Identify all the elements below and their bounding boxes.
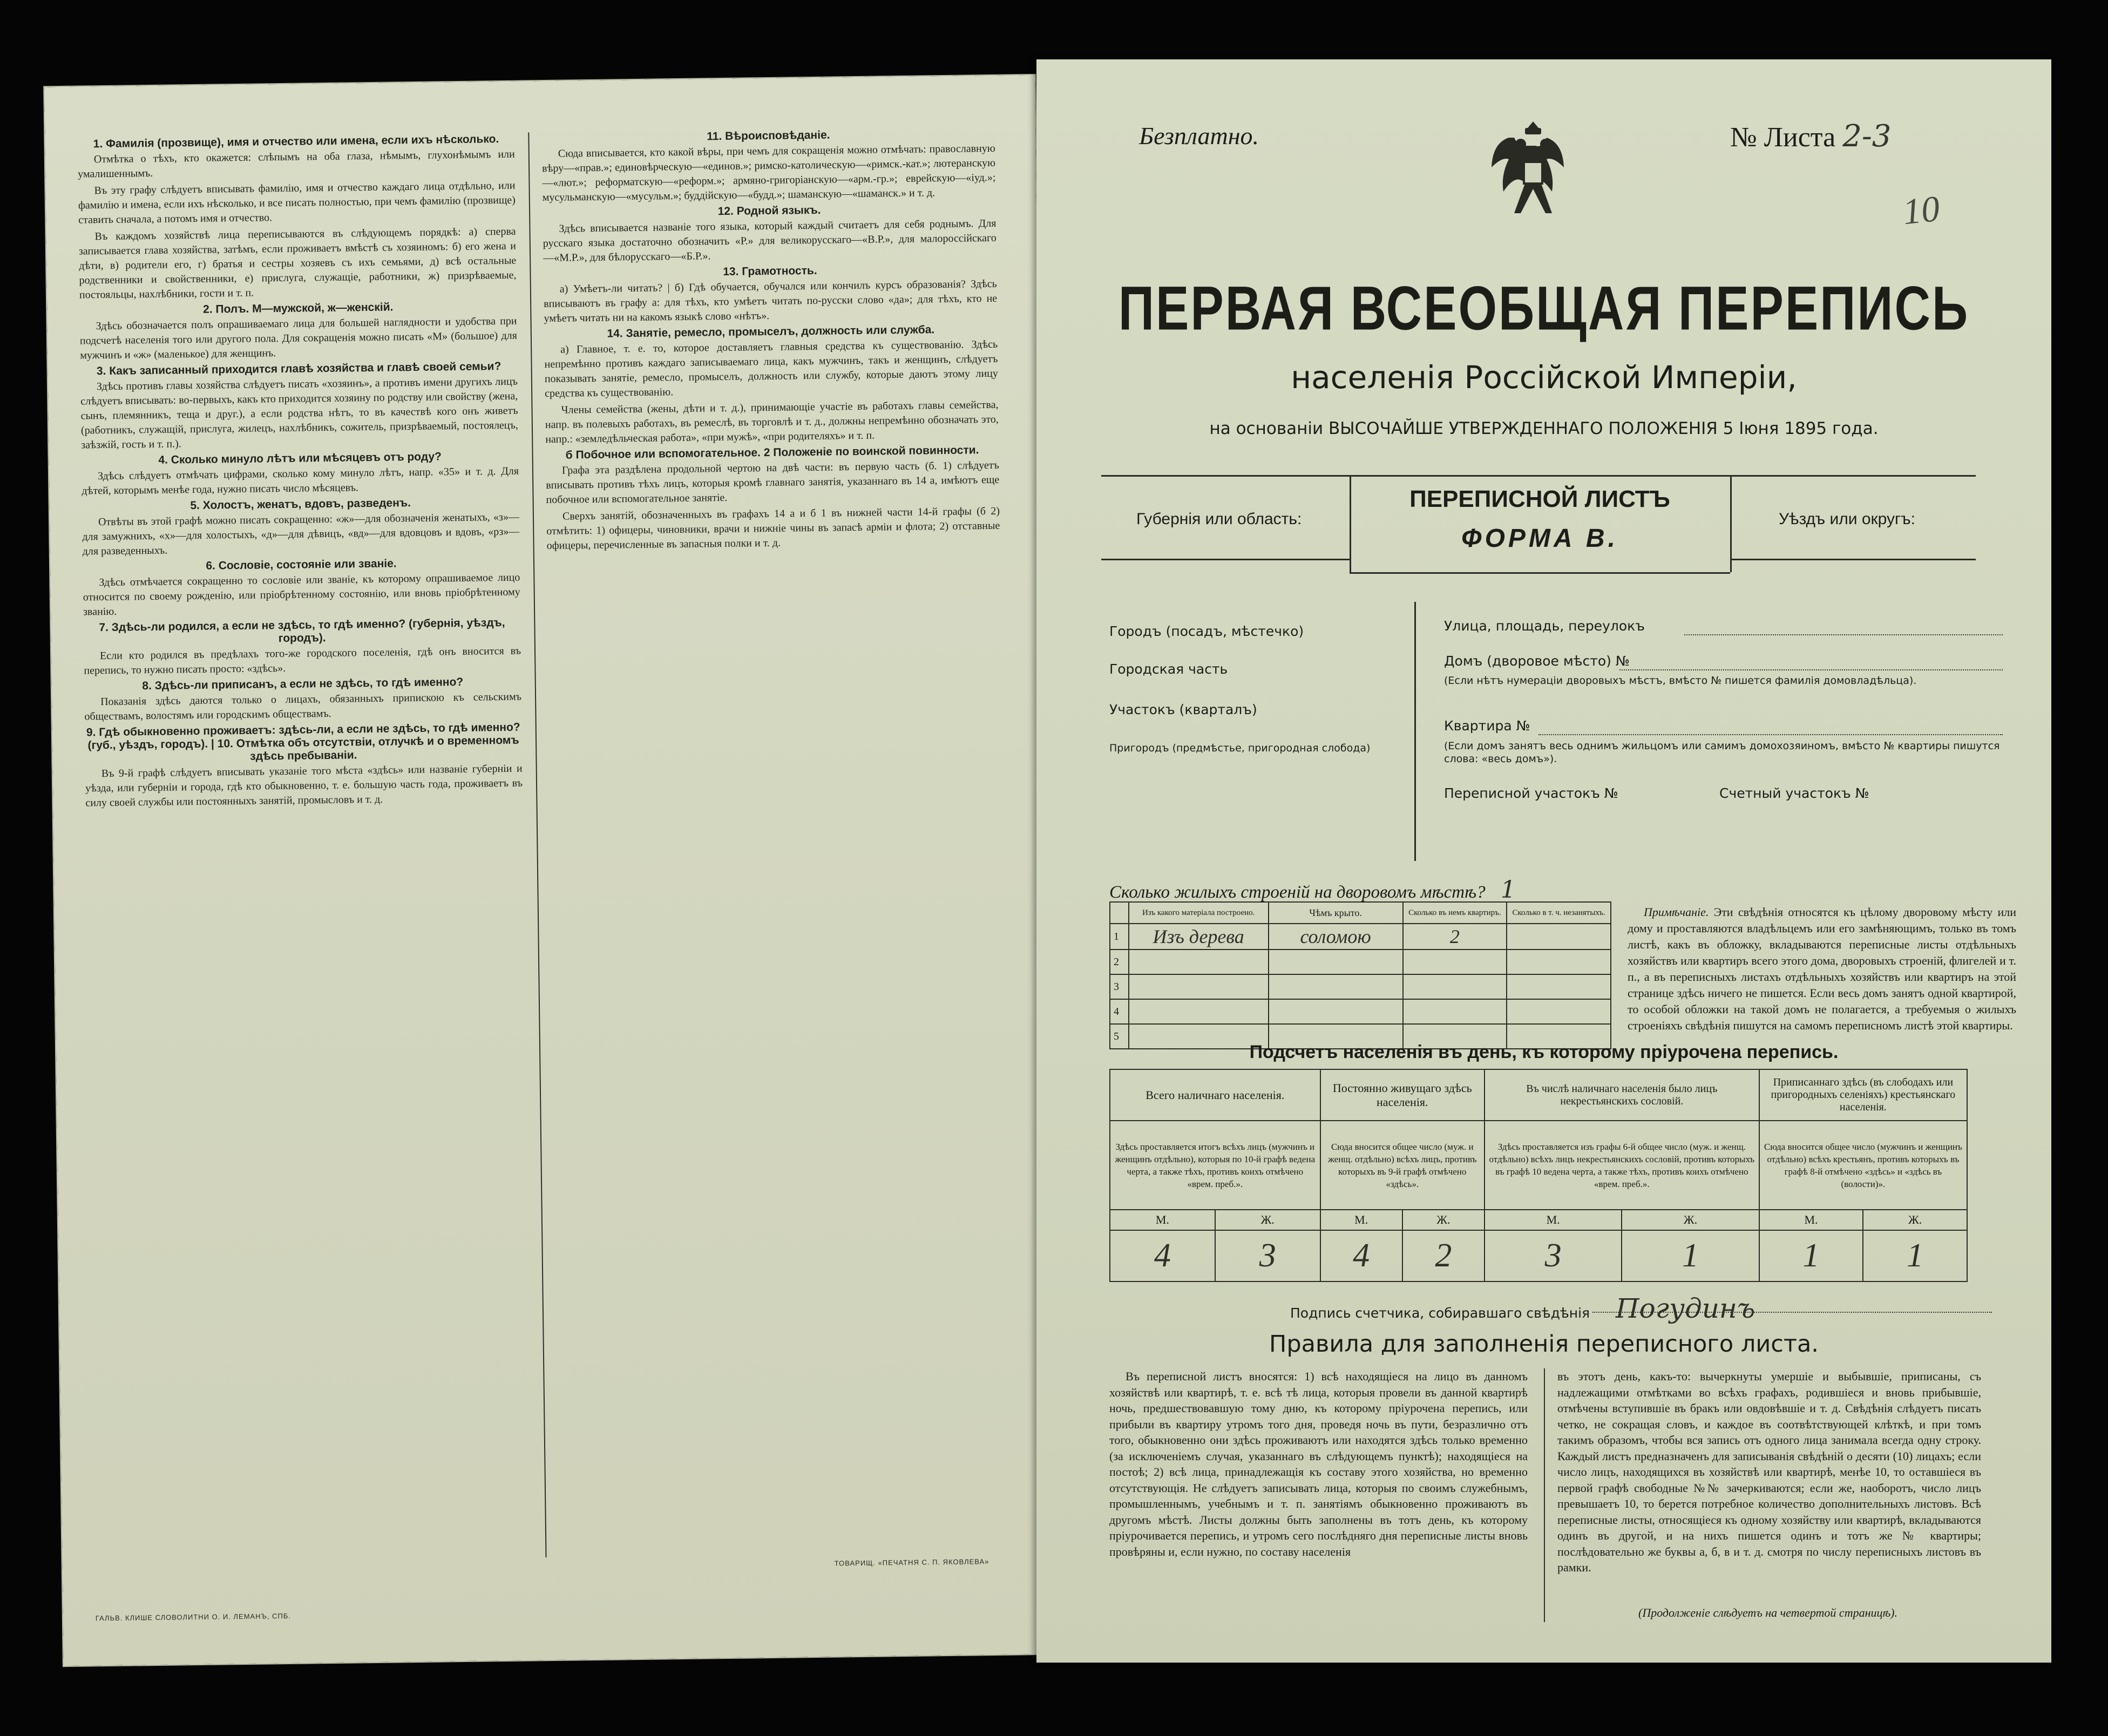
bldg-cell-vacant xyxy=(1507,999,1611,1024)
population-value: 3 xyxy=(1485,1230,1622,1281)
population-value: 1 xyxy=(1863,1230,1967,1281)
instruction-paragraph: Если кто родился въ предѣлахъ того-же городского поселенія, гдѣ онъ вносится въ перепись, то нужно писать просто: «здѣсь». xyxy=(84,645,521,677)
signature-row xyxy=(1290,1293,1755,1324)
bldg-cell-n: 3 xyxy=(1110,974,1129,999)
rules-text-right: въ этотъ день, какъ-то: вычеркнуты умершіе и выбывшіе, приписаны, съ надлежащими отмѣтками во всѣхъ графахъ, родившіеся и вновь прибывшіе, отмѣчены вступившіе въ бракъ или овдовѣвшіе и т. д. Свѣдѣнія слѣдуетъ писать четко, не сокращая словъ, и каждое въ соотвѣтствующей клѣткѣ, и при томъ такимъ образомъ, чтобы вся запись отъ одного лица занимала всегда одну строку. Каждый листъ предназначенъ для записыванія свѣдѣній о десяти (10) лицахъ; если число лицъ, находящихся въ хозяйствѣ или квартирѣ, менѣе 10, то оставшіеся въ первой графѣ свободные №№ зачеркиваются; если же, наоборотъ, число лицъ превышаетъ 10, то берется потребное количество дополнительныхъ листовъ. Всѣ переписные листы, относящіеся къ одному хозяйству или квартирѣ, вкладываются одинъ въ другой, и на нихъ пишется одинъ и тотъ же № квартиры; послѣдовательно же буквы а, б, в и т. д. смотря по числу переписныхъ листовъ въ рамки. xyxy=(1557,1369,1981,1574)
rules-divider xyxy=(1544,1368,1545,1622)
instruction-heading: 13. Грамотность. xyxy=(723,264,817,278)
instruction-heading: 7. Здѣсь-ли родился, а если не здѣсь, то гдѣ именно? (губернія, уѣздъ, городъ). xyxy=(99,616,505,645)
instruction-paragraph: Въ каждомъ хозяйствѣ лица переписываются въ слѣдующемъ порядкѣ: а) сперва записывается глава хозяйства, затѣмъ, если проживаетъ вмѣстѣ съ хозяиномъ: б) его жена и дѣти, в) родители его, г) братья и сестры хозяевъ съ ихъ семьями, д) всѣ остальные родственники и свойственники, е) прислуга, служащіе, работники, ж) призрѣваемые, постояльцы, нахлѣбники, гости и т. п. xyxy=(78,225,517,301)
population-value: 1 xyxy=(1622,1230,1759,1281)
instruction-heading: 2. Полъ. М—мужской, ж—женскій. xyxy=(202,301,394,316)
form-title: ПЕРЕПИСНОЙ ЛИСТЪ xyxy=(1409,486,1670,512)
pop-desc-present: Здѣсь проставляется итогъ всѣхъ лицъ (мужчинъ и женщинъ отдѣльно), которыя по 10-й графѣ ведена черта, а также тѣхъ, противъ коихъ отмѣчено «врем. преб.». xyxy=(1110,1121,1320,1210)
rules-title: Правила для заполненія переписного листа. xyxy=(1269,1331,1819,1358)
instruction-paragraph: Отвѣты въ этой графѣ можно писать сокращенно: «ж»—для обозначенія женатыхъ, «з»—для замужнихъ, «х»—для холостыхъ, «д»—для дѣвицъ, «вд»—для вдовцовъ и вдовъ, «рз»—для разведенныхъ. xyxy=(82,511,520,558)
pop-col-peasant: Приписаннаго здѣсь (въ слободахъ или пригородныхъ селеніяхъ) крестьянскаго населенія. xyxy=(1759,1069,1967,1121)
bldg-cell-material xyxy=(1129,974,1269,999)
bldg-cell-roof xyxy=(1269,974,1403,999)
rules-text-left: Въ переписной листъ вносятся: 1) всѣ находящіеся на лицо въ данномъ хозяйствѣ или квартирѣ, т. е. всѣ тѣ лица, которыя провели въ данной квартирѣ ночь, предшествовавшую тому дню, къ которому пріурочена перепись, или прибыли въ квартиру утромъ того дня, проведя ночь въ пути, безразлично отъ того, обыкновенно они здѣсь проживаютъ или находятся здѣсь только временно (за исключеніемъ случая, указаннаго въ слѣдующемъ пунктѣ); находящіеся на постоѣ; 2) всѣ лица, принадлежащія къ составу этого хозяйства, но временно отсутствующія. Не слѣдуетъ записывать лица, которыя по своимъ служебнымъ, промышленнымъ, учебнымъ и т. п. занятіямъ обыкновенно проживаютъ въ другомъ мѣстѣ. Листы должны быть заполнены въ тотъ день, къ которому пріурочивается перепись, и утромъ сего послѣдняго дня переписные листы вновь провѣряны и, если нужно, по составу населенія xyxy=(1109,1369,1528,1558)
instruction-heading: б Побочное или вспомогательное. 2 Положеніе по воинской повинности. xyxy=(565,444,979,462)
form-header-box xyxy=(1101,475,1976,602)
signature-label: Подпись счетчика, собиравшаго свѣдѣнія xyxy=(1290,1305,1590,1321)
instruction-paragraph: а) Главное, т. е. то, которое доставляетъ главныя средства къ существованію. Здѣсь непремѣнно противъ каждаго записываемаго лица, какъ мужчинъ, такъ и женщинъ, слѣдуетъ показывать занятіе, ремесло, промыселъ, должность или службу, которые даютъ этому лицу средства къ существованію. xyxy=(544,338,998,400)
sheet-number-handwritten: 2-3 xyxy=(1842,119,1892,154)
bldg-cell-material xyxy=(1129,999,1269,1024)
male-label: М. xyxy=(1320,1210,1402,1230)
population-value: 4 xyxy=(1320,1230,1402,1281)
instruction-paragraph: Здѣсь противъ главы хозяйства слѣдуетъ писать «хозяинъ», а противъ имени другихъ лицъ слѣдуетъ вписывать: во-первыхъ, какъ кто приходится хозяину по родству или свойству (жена, сынъ, племянникъ, теща и друг.), а если родства нѣтъ, то въ качествѣ кого онъ живетъ (работникъ, служащій, прислуга, жилецъ, нахлѣбникъ, сожитель, призрѣваемый, постоялецъ, заѣзжій, гость и т. п.). xyxy=(80,375,519,451)
instruction-paragraph: Въ эту графу слѣдуетъ вписывать фамилію, имя и отчество каждаго лица отдѣльно, или фамилію и имена, если ихъ нѣсколько, и все писать полностью, при чемъ фамилію (прозвище) ставить сначала, а потомъ имя и отчество. xyxy=(78,179,516,226)
instruction-paragraph: Сюда вписывается, кто какой вѣры, при чемъ для сокращенія можно отмѣчать: православную вѣру—«прав.»; единовѣрческую—«единов.»; римско-католическую—«римск.-кат.»; лютеранскую—«лют.»; реформатскую—«реформ.»; армяно-григоріанскую—«арм.-гр.»; еврейскую—«іуд.»; мусульманскую—«мусульм.»; буддійскую—«будд.»; шаманскую—«шаманск.» и т. д. xyxy=(541,142,996,204)
buildings-question-text: Сколько жилыхъ строеній на дворовомъ мѣстѣ? xyxy=(1109,883,1486,902)
instruction-heading: 5. Холостъ, женатъ, вдовъ, разведенъ. xyxy=(190,497,411,512)
bldg-cell-material: Изъ дерева xyxy=(1129,924,1269,950)
printer-imprint-left: ГАЛЬВ. КЛИШЕ СЛОВОЛИТНИ О. И. ЛЕМАНЪ, СПБ. xyxy=(95,1611,292,1623)
field-ward: Участокъ (кварталъ) xyxy=(1109,702,1257,717)
population-value: 4 xyxy=(1110,1230,1215,1281)
pop-desc-peasant: Сюда вносится общее число (мужчинъ и женщинъ отдѣльно) всѣхъ крестьянъ, противъ которыхъ въ графѣ 8-й отмѣчено «здѣсь» и «здѣсь въ (волости)». xyxy=(1759,1121,1967,1210)
instruction-heading: 6. Сословіе, состояніе или званіе. xyxy=(206,557,397,572)
population-table xyxy=(1109,1069,1968,1282)
instruction-heading: 14. Занятіе, ремесло, промыселъ, должность или служба. xyxy=(607,323,935,340)
population-value: 1 xyxy=(1759,1230,1863,1281)
note-text: Эти свѣдѣнія относятся къ цѣлому дворовому мѣсту или дому и проставляются владѣльцемъ или его замѣняющимъ, только въ томъ листѣ, какъ въ обложку, вкладываются переписные листы отдѣльныхъ хозяйствъ или квартиръ всего этого дома, дворовыхъ строеній, флигелей и т. п., а въ переписныхъ листахъ отдѣльныхъ хозяйствъ или квартиръ на этой странице здѣсь ничего не пишется. Если весь домъ занятъ одной квартирой, то особой обложки на такой домъ не полагается, а требуемыя о жилыхъ строеніяхъ свѣдѣнія пишутся на самомъ переписномъ листѣ этой квартиры. xyxy=(1628,905,2016,1032)
free-label: Безплатно. xyxy=(1139,122,1259,150)
field-street: Улица, площадь, переулокъ xyxy=(1444,618,1645,634)
instructions-column-2 xyxy=(541,127,1012,1563)
bldg-cell-roof: соломою xyxy=(1269,924,1403,950)
bldg-cell-n: 2 xyxy=(1110,950,1129,974)
buildings-table xyxy=(1109,901,1611,1049)
instruction-heading: 12. Родной языкъ. xyxy=(717,204,821,218)
instruction-heading: 8. Здѣсь-ли приписанъ, а если не здѣсь, то гдѣ именно? xyxy=(142,675,464,693)
district-label: Уѣздъ или округъ: xyxy=(1779,510,1916,528)
instruction-paragraph: Здѣсь вписывается названіе того языка, который каждый считаетъ для себя роднымъ. Для русскаго языка достаточно обозначить «Р.» для великорусскаго—«В.Р.», для малороссійскаго—«М.Р.», для бѣлорусскаго—«Б.Р.». xyxy=(543,217,997,265)
field-suburb: Пригородъ (предмѣстье, пригородная слобода) xyxy=(1109,742,1371,754)
bldg-cell-vacant xyxy=(1507,924,1611,950)
bldg-cell-apartments xyxy=(1403,974,1507,999)
province-label: Губернія или область: xyxy=(1136,510,1302,528)
form-subtitle: ФОРМА В. xyxy=(1461,524,1618,553)
handwritten-page-mark: 10 xyxy=(1901,187,1942,233)
bldg-cell-roof xyxy=(1269,999,1403,1024)
field-apartment-note: (Если домъ занятъ весь однимъ жильцомъ или самимъ домохозяиномъ, вмѣсто № квартиры пишутся слова: «весь домъ»). xyxy=(1444,740,2000,765)
field-house-note: (Если нѣтъ нумераціи дворовыхъ мѣстъ, вмѣсто № пишется фамилія домовладѣльца). xyxy=(1444,675,1917,687)
left-page xyxy=(44,75,1054,1666)
bldg-cell-n: 4 xyxy=(1110,999,1129,1024)
instruction-paragraph: Члены семейства (жены, дѣти и т. д.), принимающіе участіе въ работахъ главы семейства, напр. въ полевыхъ работахъ, въ ремеслѣ, въ торговлѣ и т. д., должны непремѣнно обозначать это, напр.: «земледѣльческая работа», «при мужѣ», «при родителяхъ» и т. п. xyxy=(545,398,999,446)
bldg-cell-apartments: 2 xyxy=(1403,924,1507,950)
population-value: 3 xyxy=(1215,1230,1320,1281)
instruction-paragraph: Отмѣтка о тѣхъ, кто окажется: слѣпымъ на оба глаза, нѣмымъ, глухонѣмымъ или умалишеннымъ. xyxy=(78,148,515,180)
pop-col-present: Всего наличнаго населенія. xyxy=(1110,1069,1320,1121)
census-title: ПЕРВАЯ ВСЕОБЩАЯ ПЕРЕПИСЬ xyxy=(1118,274,1970,343)
female-label: Ж. xyxy=(1863,1210,1967,1230)
female-label: Ж. xyxy=(1215,1210,1320,1230)
table-row xyxy=(1110,974,1611,999)
census-subtitle: населенія Россійской Имперіи, xyxy=(1291,359,1797,396)
field-house: Домъ (дворовое мѣсто) № xyxy=(1444,653,1630,669)
male-label: М. xyxy=(1759,1210,1863,1230)
bldg-cell-n: 1 xyxy=(1110,924,1129,950)
table-row xyxy=(1110,999,1611,1024)
pop-desc-non-peasant: Здѣсь проставляется изъ графы 6-й общее число (муж. и женщ. отдѣльно) всѣхъ лицъ некрестьянскихъ сословій, противъ которыхъ въ графѣ 10 ведена черта, а также тѣхъ, противъ коихъ отмѣчено «врем. преб.». xyxy=(1485,1121,1759,1210)
sheet-number-label: № Листа xyxy=(1730,122,1836,153)
bldg-cell-apartments xyxy=(1403,999,1507,1024)
bldg-col-roof: Чѣмъ крыто. xyxy=(1269,902,1403,924)
instruction-paragraph: Здѣсь обозначается полъ опрашиваемаго лица для большей наглядности и удобства при подсчетѣ населенія того или другого пола. Для сокращенія можно писать «М» (большое) для мужчинъ и «ж» (маленькое) для женщинъ. xyxy=(79,315,518,362)
bldg-col-apartments: Сколько въ немъ квартиръ. xyxy=(1403,902,1507,924)
imperial-eagle-icon xyxy=(1487,116,1579,227)
field-census-district: Переписной участокъ № xyxy=(1444,785,1618,801)
buildings-answer: 1 xyxy=(1500,876,1516,904)
continued-note: (Продолженіе слѣдуетъ на четвертой страницѣ). xyxy=(1638,1606,1897,1619)
note-box xyxy=(1628,904,2016,1034)
bldg-cell-apartments xyxy=(1403,950,1507,974)
pop-desc-resident: Сюда вносится общее число (муж. и женщ. отдѣльно) всѣхъ лицъ, противъ которыхъ въ 9-й графѣ отмѣчено «здѣсь». xyxy=(1320,1121,1485,1210)
signature-handwritten: Погудинъ xyxy=(1616,1293,1755,1324)
instruction-heading: 1. Фамилія (прозвище), имя и отчество или имена, если ихъ нѣсколько. xyxy=(93,133,499,151)
instruction-paragraph: а) Умѣетъ-ли читать? | б) Гдѣ обучается, обучался или кончилъ курсъ образованія? Здѣсь вписываютъ въ графу а: для тѣхъ, кто умѣетъ читать по-русски слово «да»; для тѣхъ, кто не умѣетъ читать ни на какомъ языкѣ слово «нѣтъ». xyxy=(544,277,998,325)
field-city-part: Городская часть xyxy=(1109,661,1228,677)
female-label: Ж. xyxy=(1622,1210,1759,1230)
buildings-question xyxy=(1109,876,1516,904)
instruction-paragraph: Здѣсь отмѣчается сокращенно то сословіе или званіе, къ которому опрашиваемое лицо относится по своему рожденію, или пріобрѣтенному состоянію, или вновь пріобрѣтенному званію. xyxy=(83,571,520,618)
table-row xyxy=(1110,950,1611,974)
population-value: 2 xyxy=(1402,1230,1485,1281)
male-label: М. xyxy=(1485,1210,1622,1230)
instructions-column-1 xyxy=(77,133,532,1569)
bldg-cell-roof xyxy=(1269,950,1403,974)
sheet-number xyxy=(1730,119,1891,154)
table-row xyxy=(1110,924,1611,950)
field-counting-district: Счетный участокъ № xyxy=(1719,785,1869,801)
bldg-cell-vacant xyxy=(1507,950,1611,974)
instruction-heading: 9. Гдѣ обыкновенно проживаетъ: здѣсь-ли, а если не здѣсь, то гдѣ именно? (губ., уѣздъ, городъ). | 10. Отмѣтка объ отсутствіи, отлучкѣ и о временномъ здѣсь пребываніи. xyxy=(86,721,520,763)
pop-col-resident: Постоянно живущаго здѣсь населенія. xyxy=(1320,1069,1485,1121)
bldg-col-vacant: Сколько в т. ч. незанятыхъ. xyxy=(1507,902,1611,924)
field-city: Городъ (посадъ, мѣстечко) xyxy=(1109,623,1304,639)
field-apartment: Квартира № xyxy=(1444,718,1530,734)
population-title: Подсчетъ населенія въ день, къ которому пріурочена перепись. xyxy=(1249,1042,1839,1062)
instruction-paragraph: Графа эта раздѣлена продольной чертою на двѣ части: въ первую часть (б. 1) слѣдуетъ вписывать противъ тѣхъ лицъ, которыя кромѣ главнаго занятія, указаннаго въ 14 а, имѣютъ еще побочное или вспомогательное занятіе. xyxy=(546,459,1000,506)
instruction-heading: 11. Вѣроисповѣданіе. xyxy=(707,128,830,143)
instruction-paragraph: Показанія здѣсь даются только о лицахъ, обязанныхъ припискою къ сельскимъ обществамъ, волостямъ или городскимъ обществамъ. xyxy=(84,690,522,723)
bldg-cell-n: 5 xyxy=(1110,1024,1129,1049)
female-label: Ж. xyxy=(1402,1210,1485,1230)
instruction-paragraph: Здѣсь слѣдуетъ отмѣчать цифрами, сколько кому минуло лѣтъ, напр. «35» и т. д. Для дѣтей, которымъ менѣе года, нужно писать число мѣсяцевъ. xyxy=(82,465,519,497)
address-divider xyxy=(1414,602,1416,861)
census-basis: на основаніи ВЫСОЧАЙШЕ УТВЕРЖДЕННАГО ПОЛОЖЕНІЯ 5 Іюня 1895 года. xyxy=(1209,419,1879,438)
printer-imprint-right: ТОВАРИЩ. «ПЕЧАТНЯ С. П. ЯКОВЛЕВА» xyxy=(834,1557,989,1568)
note-title: Примѣчаніе. xyxy=(1644,905,1709,919)
right-page xyxy=(1036,59,2051,1663)
instruction-paragraph: Въ 9-й графѣ слѣдуетъ вписывать указаніе того мѣста «здѣсь» или названіе губерніи и уѣзда, или губерніи и города, гдѣ кто обыкновенно, т. е. большую часть года, проживаетъ въ силу своей службы или постоянныхъ занятій, промысловъ и т. д. xyxy=(85,762,523,809)
bldg-cell-material xyxy=(1129,950,1269,974)
instruction-paragraph: Сверхъ занятій, обозначенныхъ въ графахъ 14 а и б 1 въ нижней части 14-й графы (б 2) отмѣтить: 1) офицеры, чиновники, врачи и нижніе чины въ запасѣ арміи и флота; 2) отставные офицеры, перечисленные въ запасныя полки и т. д. xyxy=(546,505,1000,552)
bldg-col-material: Изъ какого матеріала построено. xyxy=(1129,902,1269,924)
male-label: М. xyxy=(1110,1210,1215,1230)
bldg-cell-vacant xyxy=(1507,974,1611,999)
pop-col-non-peasant: Въ числѣ наличнаго населенія было лицъ некрестьянскихъ сословій. xyxy=(1485,1069,1759,1121)
instruction-heading: 4. Сколько минуло лѣтъ или мѣсяцевъ отъ роду? xyxy=(158,450,442,466)
instruction-heading: 3. Какъ записанный приходится главѣ хозяйства и главѣ своей семьи? xyxy=(96,360,501,378)
